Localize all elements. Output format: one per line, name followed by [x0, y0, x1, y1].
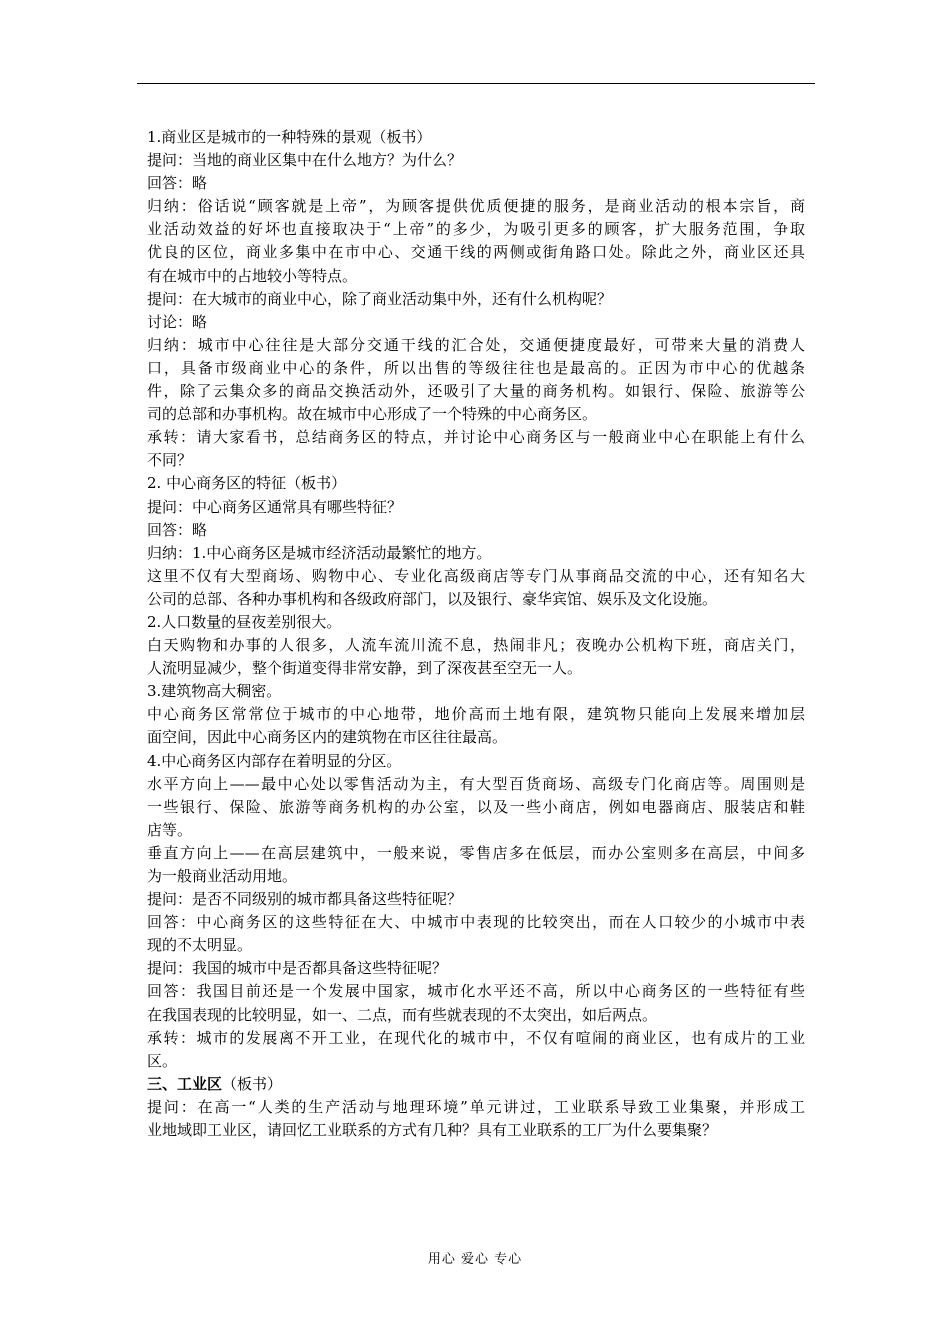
paragraph — [147, 334, 805, 426]
text-line: 口，具备市级商业中心的条件，所以出售的等级往往也是最高的。正因为市中心的优越条 — [147, 358, 805, 377]
text-line: 2. 中心商务区的特征（板书） — [147, 474, 347, 493]
paragraph — [147, 172, 805, 195]
text-line: 水平方向上——最中心处以零售活动为主，有大型百货商场、高级专门化商店等。周围则是 — [147, 774, 805, 793]
paragraph — [147, 611, 805, 634]
paragraph — [147, 888, 805, 911]
text-line: 提问：中心商务区通常具有哪些特征？ — [147, 497, 403, 516]
text-line: 提问：在高一“人类的生产活动与地理环境”单元讲过，工业联系导致工业集聚，并形成工 — [147, 1097, 805, 1116]
text-line: 三、工业区（板书） — [147, 1074, 283, 1093]
paragraph — [147, 149, 805, 172]
paragraph — [147, 1027, 805, 1073]
text-line: 在我国表现的比较明显，如一、二点，而有些就表现的不太突出，如后两点。 — [147, 1005, 658, 1024]
text-line: 为一般商业活动用地。 — [147, 867, 298, 885]
text-line: 面空间，因此中心商务区内的建筑物在市区往往最高。 — [147, 728, 508, 747]
text-line: 4.中心商务区内部存在着明显的分区。 — [147, 751, 402, 770]
text-line: 司的总部和办事机构。故在城市中心形成了一个特殊的中心商务区。 — [147, 405, 598, 424]
text-line: 公司的总部、各种办事机构和各级政府部门，以及银行、豪华宾馆、娱乐及文化设施。 — [147, 589, 718, 608]
paragraph — [147, 1096, 805, 1142]
text-line: 承转：请大家看书，总结商务区的特点，并讨论中心商务区与一般商业中心在职能上有什么 — [147, 428, 805, 447]
paragraph — [147, 288, 805, 311]
text-line: 有在城市中的占地较小等特点。 — [147, 266, 358, 285]
text-line: 归纳：城市中心往往是大部分交通干线的汇合处，交通便捷度最好，可带来大量的消费人 — [147, 335, 805, 354]
document-body — [147, 126, 805, 1142]
text-line: 归纳：1.中心商务区是城市经济活动最繁忙的地方。 — [147, 543, 492, 562]
page-footer: 用心 爱心 专心 — [427, 1252, 523, 1267]
text-line: 业地域即工业区，请回忆工业联系的方式有几种？具有工业联系的工厂为什么要集聚？ — [147, 1121, 718, 1140]
text-line: 业活动效益的好坏也直接取决于“上帝”的多少，为吸引更多的顾客，扩大服务范围，争取 — [147, 220, 805, 239]
paragraph — [147, 680, 805, 703]
paragraph — [147, 750, 805, 773]
text-line: 优良的区位，商业多集中在市中心、交通干线的两侧或街角路口处。除此之外，商业区还具 — [147, 243, 805, 262]
paragraph — [147, 126, 805, 149]
paragraph — [147, 842, 805, 888]
text-line: 区。 — [147, 1051, 178, 1070]
text-line: 回答：略 — [147, 174, 208, 193]
text-line: 回答：略 — [147, 520, 208, 539]
text-line: 提问：是否不同级别的城市都具备这些特征呢？ — [147, 890, 463, 909]
text-line: 中心商务区常常位于城市的中心地带，地价高而土地有限，建筑物只能向上发展来增加层 — [147, 705, 805, 724]
text-line: 不同？ — [147, 451, 193, 470]
paragraph — [147, 634, 805, 680]
paragraph — [147, 195, 805, 287]
paragraph — [147, 773, 805, 842]
header-rule — [137, 83, 815, 84]
text-line: 讨论：略 — [147, 312, 208, 331]
paragraph — [147, 472, 805, 495]
text-line: 人流明显减少，整个街道变得非常安静，到了深夜甚至空无一人。 — [147, 659, 583, 678]
section-heading: 三、工业区 — [147, 1074, 223, 1093]
paragraph — [147, 911, 805, 957]
text-line: 提问：在大城市的商业中心，除了商业活动集中外，还有什么机构呢？ — [147, 289, 613, 308]
paragraph — [147, 957, 805, 980]
text-line: 提问：我国的城市中是否都具备这些特征呢？ — [147, 959, 448, 978]
text-line: 2.人口数量的昼夜差别很大。 — [147, 612, 342, 631]
text-line: 现的不太明显。 — [147, 936, 253, 955]
text-line: 归纳：俗话说“顾客就是上帝”，为顾客提供优质便捷的服务，是商业活动的根本宗旨，商 — [147, 197, 805, 216]
text-line: 提问：当地的商业区集中在什么地方？为什么？ — [147, 151, 463, 170]
paragraph — [147, 703, 805, 749]
paragraph — [147, 311, 805, 334]
text-line: 垂直方向上——在高层建筑中，一般来说，零售店多在低层，而办公室则多在高层，中间多 — [147, 843, 805, 862]
paragraph — [147, 980, 805, 1026]
paragraph — [147, 565, 805, 611]
text-line: 一些银行、保险、旅游等商务机构的办公室，以及一些小商店，例如电器商店、服装店和鞋 — [147, 797, 805, 816]
text-line: 1.商业区是城市的一种特殊的景观（板书） — [147, 128, 432, 146]
text-line: 白天购物和办事的人很多，人流车流川流不息，热闹非凡；夜晚办公机构下班，商店关门， — [147, 636, 805, 655]
paragraph — [147, 1073, 805, 1096]
text-line: 回答：我国目前还是一个发展中国家，城市化水平还不高，所以中心商务区的一些特征有些 — [147, 982, 805, 1001]
text-line: 回答：中心商务区的这些特征在大、中城市中表现的比较突出，而在人口较少的小城市中表 — [147, 913, 805, 932]
paragraph — [147, 519, 805, 542]
paragraph — [147, 496, 805, 519]
text-line: 承转：城市的发展离不开工业，在现代化的城市中，不仅有喧闹的商业区，也有成片的工业 — [147, 1028, 805, 1047]
text-line: 3.建筑物高大稠密。 — [147, 682, 282, 701]
paragraph — [147, 426, 805, 472]
text-line: 店等。 — [147, 820, 193, 839]
text-line: 这里不仅有大型商场、购物中心、专业化高级商店等专门从事商品交流的中心，还有知名大 — [147, 566, 805, 585]
text-line: 件，除了云集众多的商品交换活动外，还吸引了大量的商务机构。如银行、保险、旅游等公 — [147, 382, 805, 401]
paragraph — [147, 542, 805, 565]
